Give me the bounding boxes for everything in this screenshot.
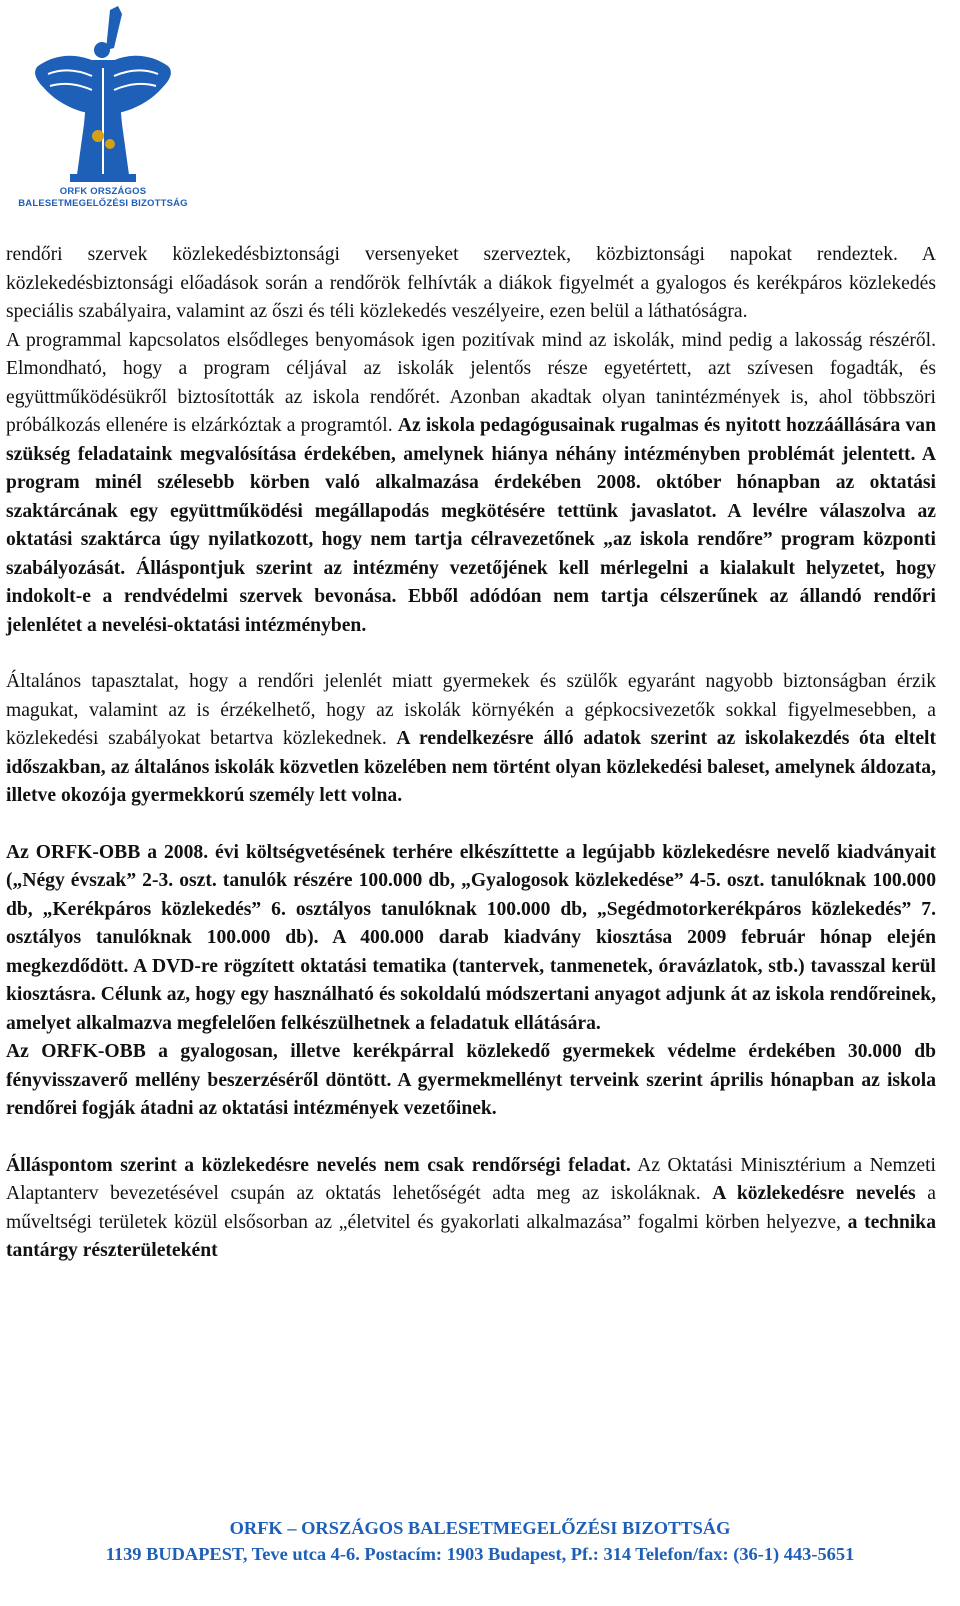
paragraph-6-bold-3: a technika tantárgy részterületeként xyxy=(6,1211,936,1261)
paragraph-5-bold: Az ORFK-OBB a gyalogosan, illetve kerékpárral közlekedő gyermekek védelme érdekében 30.000 db fényvisszaverő mellény beszerzéséről döntött. A gyermekmellényt terveink szerint április hónapban az iskola rendőrei fogják átadni az oktatási intézmények vezetőinek. xyxy=(6,1041,936,1119)
paragraph-6 xyxy=(6,1152,936,1266)
paragraph-5 xyxy=(6,1038,936,1124)
paragraph-1-text: rendőri szervek közlekedésbiztonsági versenyeket szerveztek, közbiztonsági napokat rendeztek. A közlekedésbiztonsági előadások során a rendőrök felhívták a diákok figyelmét a gyalogos és kerékpáros közlekedés speciális szabályaira, valamint az őszi és téli közlekedés veszélyeire, ezen belül a láthatóságra. xyxy=(6,244,936,322)
footer-title: ORFK – ORSZÁGOS BALESETMEGELŐZÉSI BIZOTTSÁG xyxy=(229,1518,731,1538)
police-statue-emblem-icon xyxy=(18,4,188,184)
paragraph-6-text-2: a műveltségi területek közül elsősorban az „életvitel és gyakorlati alkalmazása” fogalmi körben helyezve, xyxy=(6,1183,936,1233)
paragraph-6-bold-1: Álláspontom szerint a közlekedésre nevelés nem csak rendőrségi feladat. xyxy=(6,1154,631,1176)
paragraph-3 xyxy=(6,668,936,811)
paragraph-6-bold-2: A közlekedésre nevelés xyxy=(712,1183,916,1204)
footer-address: 1139 BUDAPEST, Teve utca 4-6. Postacím: 1903 Budapest, Pf.: 314 Telefon/fax: (36-1) 443-5651 xyxy=(105,1544,855,1564)
document-body xyxy=(6,241,936,1266)
paragraph-1 xyxy=(6,241,936,327)
orfk-obb-logo xyxy=(18,4,188,212)
paragraph-6-text-1: Az Oktatási Minisztérium a Nemzeti Alaptanterv bevezetésével csupán az oktatás lehetőségét adta meg az iskoláknak. xyxy=(6,1154,936,1204)
paragraph-4-bold: Az ORFK-OBB a 2008. évi költségvetésének terhére elkészíttette a legújabb közlekedésre nevelő kiadványait („Négy évszak” 2-3. oszt. tanulók részére 100.000 db, „Gyalogosok közlekedése” 4-5. oszt. tanulóknak 100.000 db, „Kerékpáros közlekedés” 6. osztályos tanulóknak 100.000 db, „Segédmotorkerékpáros közlekedés” 7. osztályos tanulóknak 100.000 db). A 400.000 darab kiadvány kiosztása 2009 február hónap elején megkezdődött. A DVD-re rögzített oktatási tematika (tantervek, tanmenetek, óravázlatok, stb.) tavasszal kerül kiosztásra. Célunk az, hogy egy használható és sokoldalú módszertani anyagot adjunk át az iskola rendőreinek, amelyet alkalmazva megfelelően felkészülhetnek a feladatuk ellátására. xyxy=(6,841,936,1034)
paragraph-2 xyxy=(6,327,936,641)
paragraph-2-text: A programmal kapcsolatos elsődleges benyomások igen pozitívak mind az iskolák, mind pedig a lakosság részéről. Elmondható, hogy a program céljával az iskolák jelentős része egyetértett, azt szívesen fogadták, és együttműködésükről biztosították az iskola rendőrét. Azonban akadtak olyan tanintézmények is, ahol többszöri próbálkozás ellenére is elzárkóztak a programtól. xyxy=(6,329,936,436)
paragraph-2-bold: Az iskola pedagógusainak rugalmas és nyitott hozzáállására van szükség feladataink megvalósítása érdekében, amelynek hiánya néhány intézményben problémát jelentett. A program minél szélesebb körben való alkalmazása érdekében 2008. október hónapban az oktatási szaktárcának egy együttműködési megállapodás megkötésére tettünk javaslatot. A levélre válaszolva az oktatási szaktárca úgy nyilatkozott, hogy nem tartja célravezetőnek „az iskola rendőre” program központi szabályozását. Álláspontjuk szerint az intézmény vezetőjének kell mérlegelni a kialakult helyzetet, hogy indokolt-e a rendvédelmi szervek bevonása. Ebből adódóan nem tartja célszerűnek az állandó rendőri jelenlétet a nevelési-oktatási intézményben. xyxy=(6,415,937,636)
logo-text-line1: ORFK ORSZÁGOS xyxy=(59,186,147,197)
paragraph-4 xyxy=(6,839,936,1039)
paragraph-3-bold: A rendelkezésre álló adatok szerint az iskolakezdés óta eltelt időszakban, az általános iskolák közvetlen közelében nem történt olyan közlekedési baleset, amelynek áldozata, illetve okozója gyermekkorú személy lett volna. xyxy=(6,728,936,806)
paragraph-3-text: Általános tapasztalat, hogy a rendőri jelenlét miatt gyermekek és szülők egyaránt nagyobb biztonságban érzik magukat, valamint az is érzékelhető, hogy az iskolák környékén a gépkocsivezetők sokkal figyelmesebben, a közlekedési szabályokat betartva közlekednek. xyxy=(6,671,936,749)
logo-text-line2: BALESETMEGELŐZÉSI BIZOTTSÁG xyxy=(18,198,188,209)
